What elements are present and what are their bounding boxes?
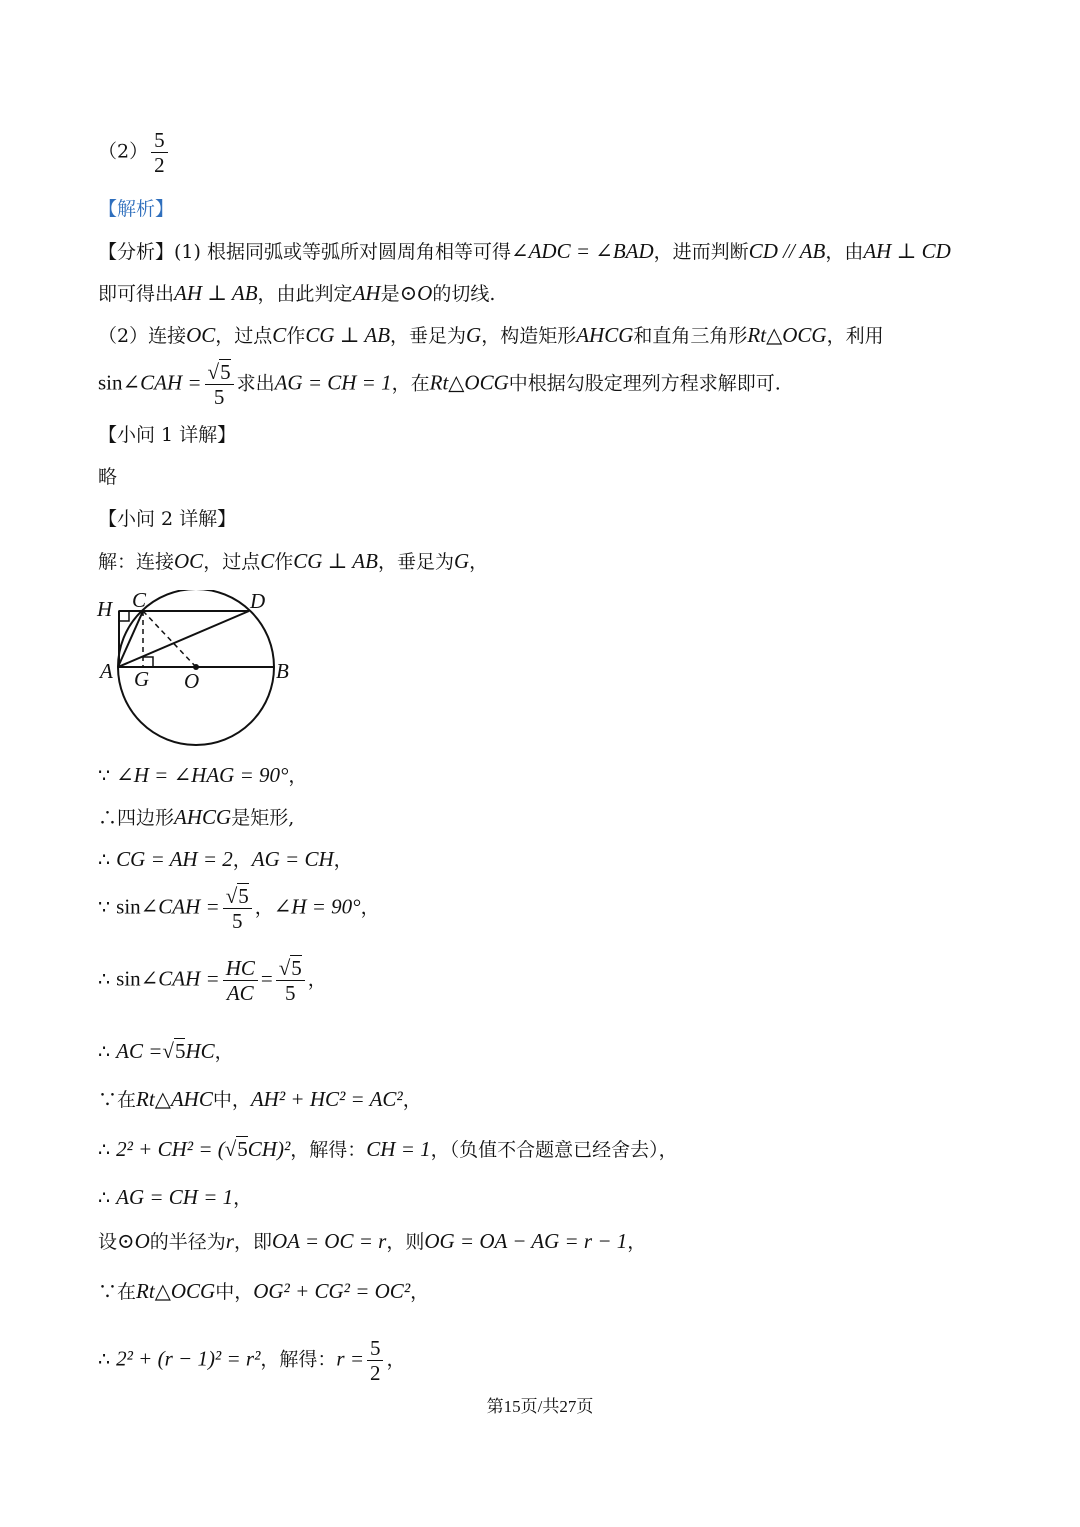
solution-line-1: 解：连接OC，过点C作CG ⊥ AB，垂足为G， (98, 549, 489, 573)
label-h: H (97, 597, 113, 621)
label-d: D (250, 590, 266, 613)
sqrt5-over-5-fraction: $\frac{√5}{5}$ (223, 884, 252, 933)
analysis-line-4: sin∠CAH = $\frac{√5}{5}$ 求出AG = CH = 1，在Rt△OCG中根据勾股定理列方程求解即可. (98, 360, 781, 409)
analysis-line-1: 【分析】(1) 根据同弧或等弧所对圆周角相等可得∠ADC = ∠BAD，进而判断CD // AB，由AH ⊥ CD (98, 239, 951, 263)
five-over-two-fraction: $\frac{5}{2}$ (367, 1336, 384, 1385)
solution-line-3: ∴四边形AHCG是矩形, (98, 805, 295, 829)
page-footer: 第15页/共27页 (486, 1397, 594, 1416)
label-b: B (276, 659, 289, 683)
label-o: O (184, 669, 200, 693)
label-a: A (100, 659, 113, 683)
solution-line-7: ∴ AC =√5HC， (98, 1039, 234, 1063)
solution-line-9: ∴ 2² + CH² = (√5CH)²，解得：CH = 1，（负值不合题意已经舍去）， (98, 1137, 678, 1161)
analysis-line-3: （2）连接OC，过点C作CG ⊥ AB，垂足为G，构造矩形AHCG和直角三角形Rt△OCG，利用 (98, 323, 884, 347)
q2-heading: 【小问 2 详解】 (98, 508, 237, 530)
solution-line-12: ∵在Rt△OCG中，OG² + CG² = OC²， (98, 1279, 430, 1303)
analysis-line-2: 即可得出AH ⊥ AB，由此判定AH是⊙O的切线. (98, 281, 496, 305)
solution-line-5: ∵ sin∠CAH = $\frac{√5}{5}$ ，∠H = 90°， (98, 884, 380, 933)
right-angle-g (143, 657, 153, 667)
answer-part-2: （2） $\frac{5}{2}$ (98, 128, 171, 177)
right-angle-h (119, 611, 129, 621)
segment-ad (118, 611, 249, 667)
label-g: G (134, 667, 150, 691)
solution-line-2: ∵ ∠H = ∠HAG = 90°， (98, 763, 308, 787)
solution-line-13: ∴ 2² + (r − 1)² = r²，解得：r = $\frac{5}{2}$ ， (98, 1336, 406, 1385)
section-heading-jiexi: 【解析】 (98, 198, 175, 220)
answer-fraction: $\frac{5}{2}$ (151, 128, 168, 177)
q1-body: 略 (98, 466, 118, 488)
solution-line-11: 设⊙O的半径为r，即OA = OC = r，则OG = OA − AG = r − 1， (98, 1229, 647, 1253)
solution-line-6: ∴ sin∠CAH = $\frac{HC}{AC}$ = $\frac{√5}{5}$ ， (98, 956, 327, 1005)
hc-over-ac-fraction: $\frac{HC}{AC}$ (223, 956, 258, 1005)
geometry-figure (92, 590, 312, 755)
solution-line-8: ∵在Rt△AHC中，AH² + HC² = AC²， (98, 1087, 422, 1111)
sqrt5-over-5-fraction: $\frac{√5}{5}$ (276, 956, 305, 1005)
label-c: C (132, 590, 147, 612)
solution-line-4: ∴ CG = AH = 2，AG = CH， (98, 847, 353, 871)
sqrt5-over-5-fraction: $\frac{√5}{5}$ (205, 360, 234, 409)
q1-heading: 【小问 1 详解】 (98, 424, 237, 446)
segment-co-dashed (143, 611, 196, 667)
solution-line-10: ∴ AG = CH = 1， (98, 1185, 253, 1209)
